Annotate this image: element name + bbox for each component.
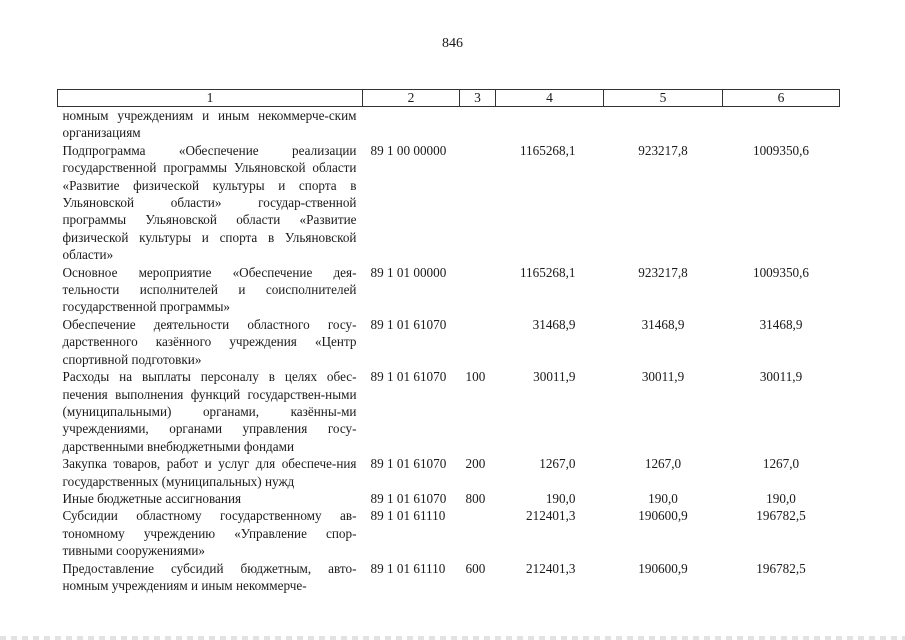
row-value-1: 212401,3 — [526, 560, 576, 576]
row-value-1: 190,0 — [545, 490, 576, 506]
row-name: Субсидии областному государственному ав-тономному учреждению «Управление спор-тивными сооружениями» — [62, 508, 357, 559]
row-value-1 — [496, 107, 604, 142]
row-code: 89 1 01 61070 — [370, 369, 447, 385]
row-type: 200 — [465, 456, 486, 472]
row-value-3: 1009350,6 — [752, 142, 810, 158]
table-row — [58, 316, 840, 368]
row-value-3: 190,0 — [766, 490, 796, 506]
row-value-1: 1267,0 — [539, 456, 576, 472]
row-name: Иные бюджетные ассигнования — [62, 490, 242, 506]
row-value-3 — [723, 107, 840, 142]
row-value-1: 31468,9 — [532, 316, 576, 332]
row-value-2: 1267,0 — [644, 456, 682, 472]
row-code: 89 1 01 61110 — [370, 508, 446, 524]
table-row — [58, 507, 840, 559]
table-row — [58, 264, 840, 316]
row-value-3: 196782,5 — [756, 508, 806, 524]
table-row — [58, 107, 840, 142]
row-name: Предоставление субсидий бюджетным, авто-номным учреждениям и иным некоммерче- — [62, 560, 357, 593]
table-header — [58, 90, 840, 107]
row-value-3: 1267,0 — [762, 456, 800, 472]
row-name: Подпрограмма «Обеспечение реализации государственной программы Ульяновской области «Развитие физической культуры и спорта в Ульяновской области» государ-ственной программы Ульяновской области «Развитие физической культуры и спорта в Ульяновской области» — [62, 142, 357, 263]
row-value-2: 30011,9 — [641, 369, 685, 385]
row-name: номным учреждениям и иным некоммерче-ским организациям — [62, 108, 357, 141]
column-header-6: 6 — [723, 90, 840, 107]
budget-table — [57, 89, 840, 594]
row-name: Расходы на выплаты персоналу в целях обес-печения выполнения функций государствен-ными (муниципальными) органами, казённы-ми учреждениями, органами управления госу-дарственными внебюджетными фондами — [62, 369, 357, 454]
column-header-2: 2 — [363, 90, 460, 107]
row-type — [460, 316, 496, 368]
page-number: 846 — [442, 36, 463, 51]
row-code: 89 1 00 00000 — [370, 142, 447, 158]
row-name: Основное мероприятие «Обеспечение дея-тельности исполнителей и соисполнителей государственной программы» — [62, 264, 357, 315]
column-header-5: 5 — [604, 90, 723, 107]
column-header-1: 1 — [58, 90, 363, 107]
row-value-1: 30011,9 — [533, 369, 576, 385]
row-code: 89 1 01 61070 — [370, 316, 447, 332]
row-value-1: 1165268,1 — [519, 264, 576, 280]
table-row — [58, 560, 840, 595]
table-row — [58, 368, 840, 455]
row-value-2: 923217,8 — [638, 264, 688, 280]
row-type: 800 — [465, 490, 486, 506]
row-value-2: 190600,9 — [638, 508, 688, 524]
row-value-2: 923217,8 — [638, 142, 688, 158]
column-header-3: 3 — [460, 90, 496, 107]
row-value-3: 30011,9 — [759, 369, 803, 385]
row-value-3: 31468,9 — [759, 316, 803, 332]
row-name: Закупка товаров, работ и услуг для обеспече-ния государственных (муниципальных) нужд — [62, 456, 357, 489]
row-code — [363, 107, 460, 142]
row-value-3: 196782,5 — [756, 560, 806, 576]
row-code: 89 1 01 61070 — [370, 456, 447, 472]
row-code: 89 1 01 00000 — [370, 264, 447, 280]
row-code: 89 1 01 61070 — [370, 490, 447, 506]
table-row — [58, 142, 840, 264]
column-header-4: 4 — [496, 90, 604, 107]
row-type: 600 — [465, 560, 486, 576]
row-value-2: 190600,9 — [638, 560, 688, 576]
table-row — [58, 490, 840, 507]
row-type — [460, 507, 496, 559]
row-value-2: 31468,9 — [641, 316, 685, 332]
row-type — [460, 107, 496, 142]
row-type — [460, 142, 496, 264]
scan-edge — [0, 636, 905, 640]
row-type — [460, 264, 496, 316]
row-type: 100 — [465, 369, 486, 385]
row-value-1: 212401,3 — [526, 508, 576, 524]
row-value-2 — [604, 107, 723, 142]
row-value-2: 190,0 — [648, 490, 678, 506]
table-row — [58, 455, 840, 490]
row-name: Обеспечение деятельности областного госу-дарственного казённого учреждения «Центр спортивной подготовки» — [62, 316, 357, 367]
row-value-1: 1165268,1 — [519, 142, 576, 158]
row-value-3: 1009350,6 — [752, 264, 810, 280]
row-code: 89 1 01 61110 — [370, 560, 446, 576]
